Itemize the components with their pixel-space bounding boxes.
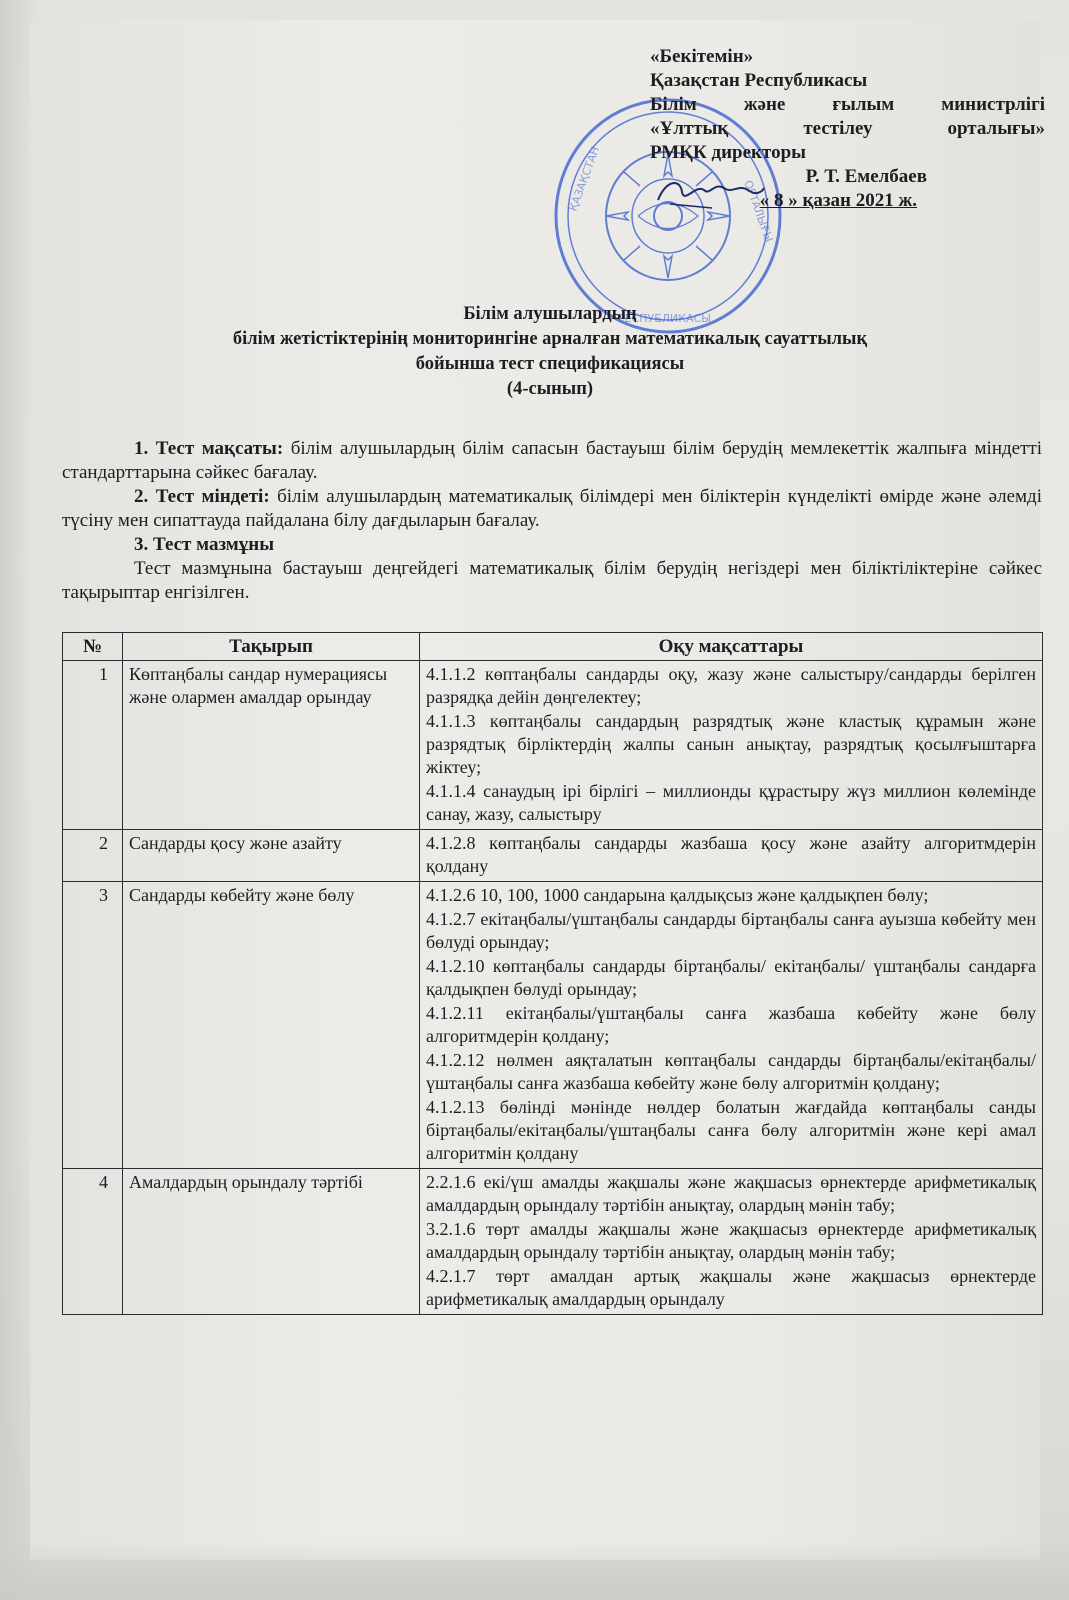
- learning-goal: 4.1.2.7 екітаңбалы/үштаңбалы сандарды біртаңбалы санға ауызша көбейту мен бөлуді орындау;: [426, 909, 1036, 952]
- section-test-content-heading: 3. Тест мазмұны: [134, 534, 275, 555]
- approval-line: РМҚК директоры: [650, 142, 806, 163]
- learning-goal: 2.2.1.6 екі/үш амалды жақшалы және жақшасыз өрнектерде арифметикалық амалдардың орындалу тәртібін анықтау, олардың мәнін табу;: [426, 1172, 1036, 1215]
- header-number: №: [63, 633, 123, 661]
- learning-goal: 4.2.1.7 төрт амалдан артық жақшалы және жақшасыз өрнектерде арифметикалық амалдардың орындалу: [426, 1266, 1036, 1309]
- table-row: [63, 830, 1043, 882]
- table-row: [63, 661, 1043, 830]
- learning-goal: 4.1.2.13 бөлінді мәнінде нөлдер болатын жағдайда көптаңбалы санды біртаңбалы/екітаңбалы/үштаңбалы санға бөлу алгоритмін және кері амал алгоритмін қолдану: [426, 1097, 1036, 1163]
- learning-goal: 3.2.1.6 төрт амалды жақшалы және жақшасыз өрнектерде арифметикалық амалдардың орындалу тәртібін анықтау, олардың мәнін табу;: [426, 1219, 1036, 1262]
- document-title: [60, 302, 1040, 402]
- row-goals: [420, 882, 1043, 1169]
- section-text: білім алушылардың білім сапасын бастауыш білім берудің мемлекеттік жалпыға міндетті стандарттарына сәйкес бағалау.: [62, 438, 1042, 483]
- learning-goal: 4.1.1.3 көптаңбалы сандардың разрядтық және кластық құрамын және разрядтық бірліктердің жалпы санын анықтау, разрядтық қосылғыштарға жіктеу;: [426, 711, 1036, 777]
- approval-date: « 8 » қазан 2021 ж.: [759, 190, 917, 211]
- document-body: [62, 437, 1042, 605]
- table-row: [63, 1169, 1043, 1315]
- approval-line: «Бекітемін»: [650, 46, 754, 67]
- title-line: бойынша тест спецификациясы: [415, 354, 685, 374]
- title-line: (4-сынып): [506, 379, 594, 399]
- handwritten-signature: [652, 174, 767, 214]
- learning-goal: 4.1.2.8 көптаңбалы сандарды жазбаша қосу және азайту алгоритмдерін қолдану: [426, 833, 1036, 876]
- director-name: Р. Т. Емелбаев: [805, 166, 927, 187]
- approval-line: «Ұлттық тестілеу орталығы»: [650, 118, 1045, 139]
- svg-text:РЕСПУБЛИКАСЫ: РЕСПУБЛИКАСЫ: [618, 312, 712, 325]
- learning-goal: 4.1.2.12 нөлмен аяқталатын көптаңбалы сандарды біртаңбалы/екітаңбалы/ үштаңбалы санға жазбаша көбейту және бөлу алгоритмін қолдану;: [426, 1050, 1036, 1093]
- row-number: 4: [63, 1169, 123, 1315]
- approval-line: Қазақстан Республикасы: [650, 70, 868, 91]
- approval-line: Білім және ғылым министрлігі: [650, 94, 1045, 115]
- row-number: 1: [63, 661, 123, 830]
- section-test-task: [62, 485, 1042, 533]
- row-topic: Сандарды қосу және азайту: [123, 830, 420, 882]
- header-topic: Тақырып: [123, 633, 420, 661]
- row-number: 2: [63, 830, 123, 882]
- row-goals: [420, 830, 1043, 882]
- row-goals: [420, 661, 1043, 830]
- section-test-content: [62, 557, 1042, 605]
- row-topic: Көптаңбалы сандар нумерациясы және олармен амалдар орындау: [123, 661, 420, 830]
- row-number: 3: [63, 882, 123, 1169]
- photo-shadow-bottom: [0, 1540, 1069, 1600]
- section-label: 2. Тест міндеті:: [134, 486, 270, 507]
- row-goals: [420, 1169, 1043, 1315]
- header-goals: Оқу мақсаттары: [420, 633, 1043, 661]
- section-text: білім алушылардың математикалық білімдері мен біліктерін күнделікті өмірде және әлемді түсіну мен сипаттауда пайдалана білу дағдыларын бағалау.: [62, 486, 1042, 531]
- section-label: 1. Тест мақсаты:: [134, 438, 284, 459]
- learning-goal: 4.1.2.10 көптаңбалы сандарды біртаңбалы/ екітаңбалы/ үштаңбалы сандарға қалдықпен бөлуді орындау;: [426, 956, 1036, 999]
- learning-goal: 4.1.1.2 көптаңбалы сандарды оқу, жазу және салыстыру/сандарды берілген разрядқа дейін дөңгелектеу;: [426, 664, 1036, 707]
- title-line: білім жетістіктерінің мониторингіне арналған математикалық сауаттылық: [232, 329, 868, 349]
- learning-goal: 4.1.2.11 екітаңбалы/үштаңбалы санға жазбаша көбейту және бөлу алгоритмдерін қолдану;: [426, 1003, 1036, 1046]
- specification-table: [62, 632, 1043, 1315]
- section-test-purpose: [62, 437, 1042, 485]
- svg-text:ОРТАЛЫҒЫ: ОРТАЛЫҒЫ: [741, 178, 776, 244]
- row-topic: Амалдардың орындалу тәртібі: [123, 1169, 420, 1315]
- table-row: [63, 882, 1043, 1169]
- svg-text:ҚАЗАҚСТАН: ҚАЗАҚСТАН: [566, 144, 603, 214]
- row-topic: Сандарды көбейту және бөлу: [123, 882, 420, 1169]
- section-text: Тест мазмұнына бастауыш деңгейдегі математикалық білім берудің негіздері мен біліктіліктеріне сәйкес тақырыптар енгізілген.: [62, 558, 1042, 603]
- learning-goal: 4.1.2.6 10, 100, 1000 сандарына қалдықсыз және қалдықпен бөлу;: [426, 885, 929, 905]
- title-line: Білім алушылардың: [463, 304, 637, 324]
- learning-goal: 4.1.1.4 санаудың ірі бірлігі – миллионды құрастыру жүз миллион көлемінде санау, жазу, салыстыру: [426, 781, 1036, 824]
- table-header-row: [63, 633, 1043, 661]
